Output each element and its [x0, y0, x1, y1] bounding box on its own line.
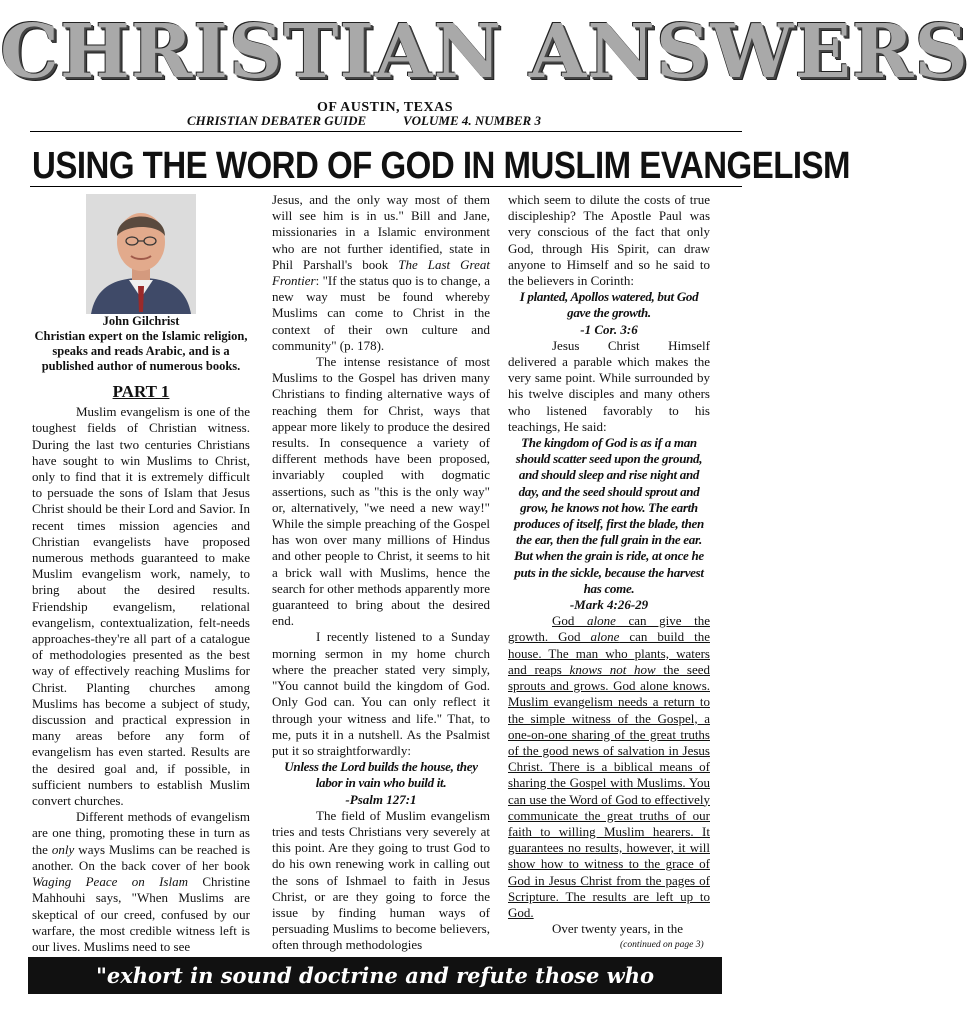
continued-note: (continued on page 3)	[620, 940, 704, 950]
masthead-location: OF AUSTIN, TEXAS	[317, 100, 453, 115]
author-name: John Gilchrist	[102, 314, 180, 328]
masthead-rule	[30, 131, 742, 132]
column-3	[508, 192, 710, 937]
column-1	[32, 192, 250, 955]
masthead-volume: VOLUME 4. NUMBER 3	[403, 113, 541, 128]
paragraph: The intense resistance of most Muslims to the Gospel has driven many Christians to finding alternative ways of reaching them for Christ, ways that appear more likely to produce the desired results. In consequence a variety of different methods have been proposed, invariably coupled with dogmatic assertions, such as "this is the only way" or, alternatively, "we need a new way!" While the simple preaching of the Gospel has won over many millions of Hindus and other people to Christ, it seems to hit a brick wall with Muslims, hence the search for other methods apparently more guaranteed to bring about the desired end.	[272, 354, 490, 629]
paragraph: Jesus Christ Himself delivered a parable which makes the very same point. While surrounded by his twelve disciples and many others who listened favorably to his teachings, He said:	[508, 337, 710, 434]
paragraph: Over twenty years, in the	[552, 921, 684, 937]
author-caption: Christian expert on the Islamic religion, speaks and reads Arabic, and is a published author of numerous books.	[34, 329, 248, 373]
paragraph: which seem to dilute the costs of true discipleship? The Apostle Paul was very conscious of the fact that only God, through His Spirit, can draw anyone to Himself and so he said to the believers in Corinth:	[508, 192, 710, 289]
paragraph: God alone can give the growth. God alone can build the house. The man who plants, waters and reaps knows not how the seed sprouts and grows. God alone knows. Muslim evangelism needs a return to the simple witness of the Gospel, a one-on-one sharing of the great truths of the good news of salvation in Jesus Christ. There is a biblical means of sharing the Gospel with Muslims. You can use the Word of God to effectively communicate the great truths of our faith to willing Muslim hearers. It guarantees no results, however, it will show how to witness to the grace of God in Jesus Christ from the pages of Scripture. The results are left up to God.	[508, 613, 710, 920]
scripture-quote: The kingdom of God is as if a man should scatter seed upon the ground, and should sleep and rise night and day, and the seed should sprout and grow, he knows not how. The earth produces of itself, first the blade, then the ear, then the full grain in the ear. But when the grain is ride, at once he puts in the sickle, because the harvest has come.	[514, 435, 704, 596]
paragraph: Different methods of evangelism are one thing, promoting these in turn as the only ways Muslims can be reached is another. On the back cover of her book Waging Peace on Islam Christine Mahhouhi says, "When Muslims are skeptical of our creed, confused by our warfare, the most credible witness left is our lives. Muslims need to see	[32, 809, 250, 954]
masthead	[0, 2, 969, 102]
paragraph: The field of Muslim evangelism tries and tests Christians very severely at this point. Are they going to trust God to do his own renewing work in calling out the sons of Ishmael to faith in Jesus Christ, or are they going to force the issue by finding human ways of persuading Muslims to become believers, often through methodologies	[272, 807, 490, 953]
masthead-title: CHRISTIAN ANSWERS	[0, 9, 969, 95]
author-photo	[86, 194, 196, 314]
scripture-quote: Unless the Lord builds the house, they labor in vain who build it.	[284, 759, 478, 791]
paragraph: Jesus, and the only way most of them will see him is in us." Bill and Jane, missionaries in a Islamic environment who are not further identified, state in Phil Parshall's book The Last Great Frontier: "If the status quo is to change, a new way must be found whereby Muslims can come to Christ in the context of their own culture and community" (p. 178).	[272, 192, 490, 353]
scripture-reference: -1 Cor. 3:6	[580, 321, 638, 337]
headline-rule	[30, 186, 742, 187]
paragraph: Muslim evangelism is one of the toughest fields of Christian witness. During the last two centuries Christians have sought to win Muslims to Christ, only to find that it is extremely difficult to persuade the sons of Islam that Jesus Christ should be their Lord and Savior. In recent times mission agencies and Christian evangelists have proposed numerous methods guaranteed to make Muslim evangelism work, namely, to bring about the desired results. Friendship evangelism, relational evangelism, contextualization, felt-needs approaches-they're all part of a catalogue of methodologies presented as the best way of effectively reaching Muslims for Christ. Planting churches among Muslims has become a subject of study, discussion and practical expression in many areas before any form of evangelism has even started. Results are the desired goal and, if possible, in sufficient numbers to establish Muslim convert churches.	[32, 404, 250, 809]
scripture-reference: -Psalm 127:1	[345, 791, 417, 807]
column-2	[272, 192, 490, 954]
footer-banner	[28, 957, 722, 1025]
part-label: PART 1	[112, 382, 170, 401]
scripture-quote: I planted, Apollos watered, but God gave the growth.	[519, 289, 699, 321]
article-headline: USING THE WORD OF GOD IN MUSLIM EVANGELISM	[32, 143, 851, 186]
footer-quote: "exhort in sound doctrine and refute those who contradict" (Titus 1:9)	[95, 963, 655, 1025]
paragraph: I recently listened to a Sunday morning sermon in my home church where the preacher stated very simply, "You cannot build the kingdom of God. Only God can. You can only reflect it through your witness and life." That, to me, puts it in a nutshell. As the Psalmist put it so straightforwardly:	[272, 629, 490, 758]
scripture-reference: -Mark 4:26-29	[569, 597, 649, 613]
masthead-guide: CHRISTIAN DEBATER GUIDE	[187, 113, 367, 128]
